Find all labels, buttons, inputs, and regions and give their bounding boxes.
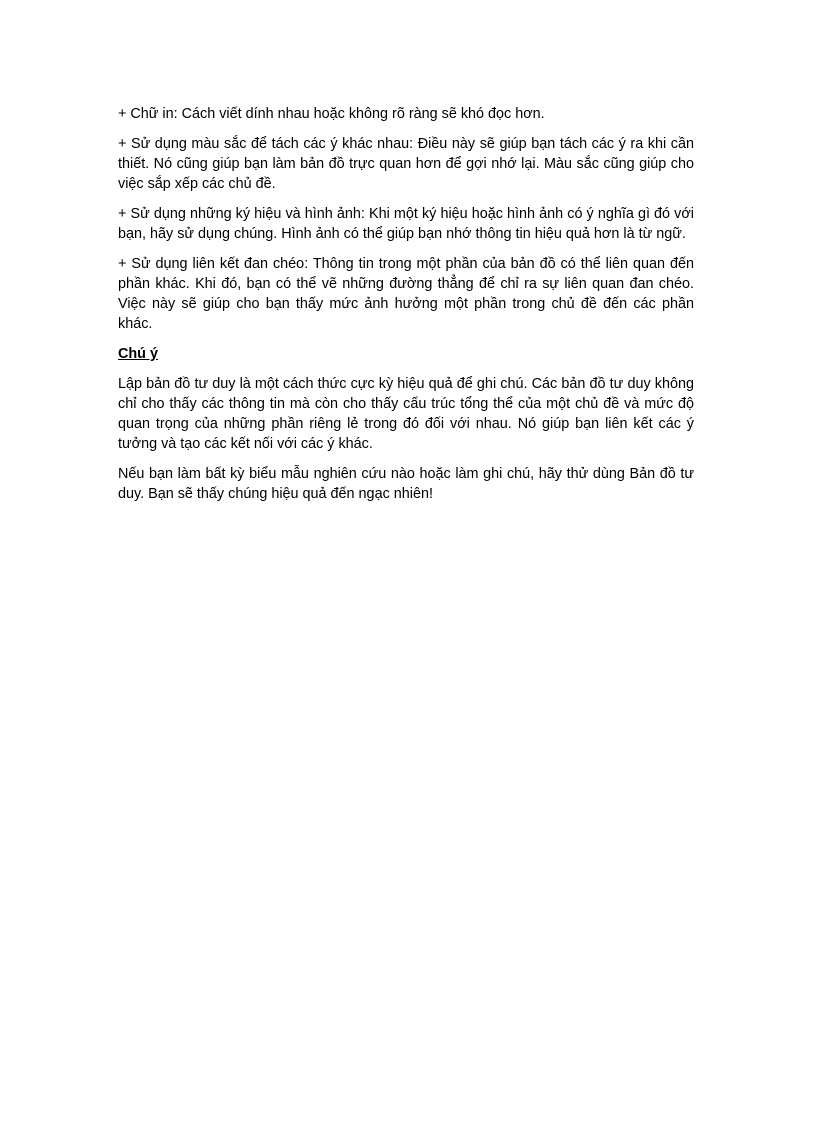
paragraph-print-handwriting: + Chữ in: Cách viết dính nhau hoặc không rõ ràng sẽ khó đọc hơn. (118, 106, 545, 122)
paragraph-use-colors: + Sử dụng màu sắc để tách các ý khác nhau: Điều này sẽ giúp bạn tách các ý ra khi cần thiết. Nó cũng giúp bạn làm bản đồ trực quan hơn để gợi nhớ lại. Màu sắc cũng giúp cho việc sắp xếp các chủ đề. (118, 136, 694, 192)
document-page (118, 104, 694, 514)
paragraph-cross-links: + Sử dụng liên kết đan chéo: Thông tin trong một phần của bản đồ có thể liên quan đến phần khác. Khi đó, bạn có thể vẽ những đường thẳng để chỉ ra sự liên quan đan chéo. Việc này sẽ giúp cho bạn thấy mức ảnh hưởng một phần trong chủ đề đến các phần khác. (118, 256, 694, 332)
section-heading-note: Chú ý (118, 346, 158, 362)
paragraph-mind-map-summary: Lập bản đồ tư duy là một cách thức cực kỳ hiệu quả để ghi chú. Các bản đồ tư duy không chỉ cho thấy các thông tin mà còn cho thấy cấu trúc tổng thể của một chủ đề và mức độ quan trọng của những phần riêng lẻ trong đó đối với nhau. Nó giúp bạn liên kết các ý tưởng và tạo các kết nối với các ý khác. (118, 376, 694, 452)
paragraph-try-mind-map: Nếu bạn làm bất kỳ biểu mẫu nghiên cứu nào hoặc làm ghi chú, hãy thử dùng Bản đồ tư duy. Bạn sẽ thấy chúng hiệu quả đến ngạc nhiên! (118, 466, 694, 502)
paragraph-use-symbols: + Sử dụng những ký hiệu và hình ảnh: Khi một ký hiệu hoặc hình ảnh có ý nghĩa gì đó với bạn, hãy sử dụng chúng. Hình ảnh có thể giúp bạn nhớ thông tin hiệu quả hơn là từ ngữ. (118, 206, 694, 242)
